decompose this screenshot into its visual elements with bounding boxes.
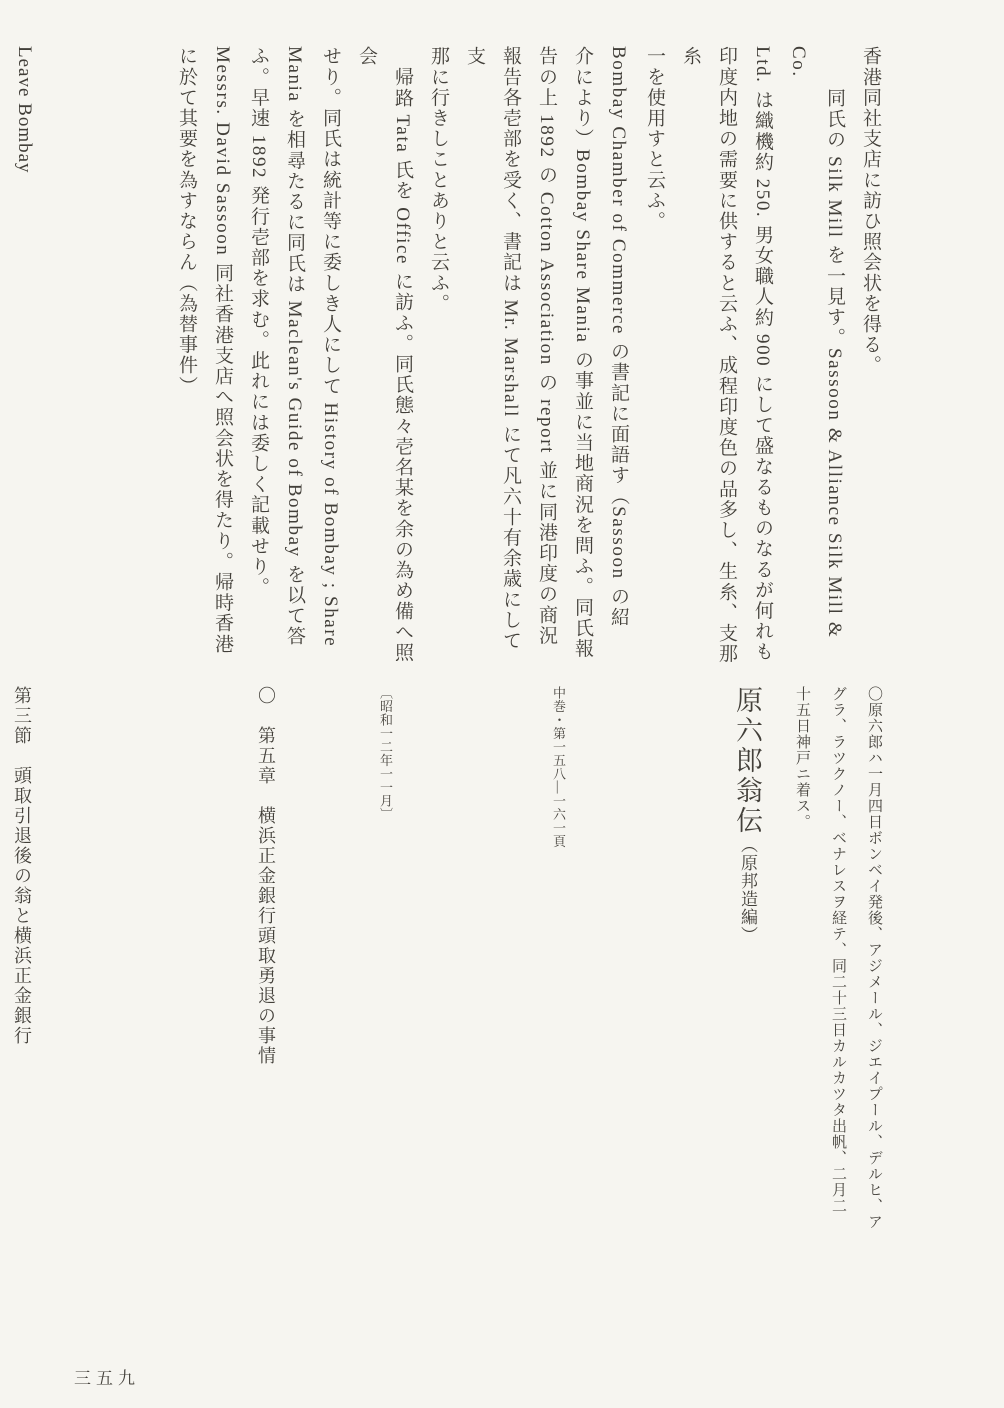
text-column (0, 46, 6, 670)
text-column: 帰路 Tata 氏を Office に訪ふ。同氏態々壱名某を余の為め備へ照会 (356, 46, 413, 663)
editor-note-column: 十五日神戸ニ着ス。 (794, 686, 810, 830)
text-column: 印度内地の需要に供すると云ふ、成程印度色の品多し、生糸、支那糸 (680, 46, 737, 664)
citation-volume-pages: 中巻・第一五八―一六一頁 (551, 686, 566, 848)
text-column: 香港同社支店に訪ひ照会状を得る。 (860, 46, 881, 376)
text-column: Mania を相尋たるに同氏は Maclean's Guide of Bombay を以て答 (284, 46, 305, 647)
text-column: 一を使用すと云ふ。 (644, 46, 665, 232)
editor-note-column: 〇原六郎ハ一月四日ボンベイ発後、アジメール、ジエイプール、デルヒ、ア (866, 686, 882, 1230)
text-column: Messrs. David Sassoon 同社香港支店へ照会状を得たり。帰時香港 (212, 46, 233, 655)
chapter-heading: 〇 第五章 横浜正金銀行頭取勇退の事情 (256, 686, 276, 1066)
text-column: せり。同氏は統計等に委しき人にして History of Bombay ; Share (320, 46, 341, 648)
editor-note-column: グラ、ラツクノー、ベナレスヲ経テ、同二十三日カルカツタ出帆、二月二 (830, 686, 846, 1214)
text-column: 報告各壱部を受く、書記は Mr. Marshall にて凡六十有余歳にして支 (464, 46, 521, 651)
page-number: 三五九 (74, 1369, 140, 1388)
text-column: に於て其要を為すならん（為替事件） (176, 46, 197, 397)
text-column: 那に行きしことありと云ふ。 (428, 46, 449, 314)
bottom-page-text (0, 686, 892, 1354)
text-column: Ltd. は織機約 250. 男女職人約 900 にして盛なるものなるが何れも (752, 46, 773, 663)
text-column: 介により）Bombay Share Mania の事並に当地商況を問ふ。同氏報 (572, 46, 593, 659)
omission-label (0, 703, 3, 725)
text-column: ふ。早速 1892 発行壱部を求む。此れには委しく記載せり。 (248, 46, 269, 598)
top-page-text (0, 46, 888, 670)
book-title: 原六郎翁伝 (732, 686, 762, 836)
text-column: 告の上 1892 の Cotton Association の report 並に同港印度の商況 (536, 46, 557, 646)
text-column: Bombay Chamber of Commerce の書記に面語す（Sassoon の紹 (608, 46, 629, 628)
section-heading: 第三節 頭取引退後の翁と横浜正金銀行 (12, 686, 32, 1046)
book-title-column (720, 686, 784, 1354)
book-editor: （原邦造編） (738, 836, 757, 944)
subheading-leave-bombay: Leave Bombay (14, 46, 35, 174)
citation-date: 〔昭和一二年一一月〕 (378, 686, 393, 821)
text-column: 同氏の Silk Mill を一見す。Sassoon & Alliance Silk Mill & Co. (788, 46, 845, 639)
